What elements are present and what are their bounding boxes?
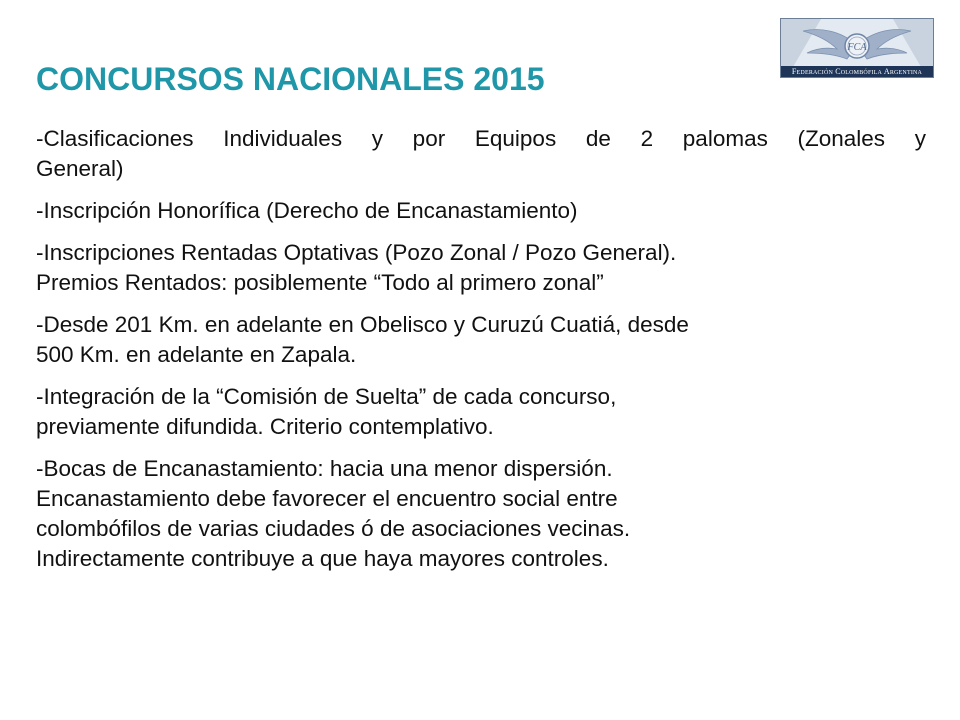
bullet-line: -Inscripción Honorífica (Derecho de Encanastamiento) <box>36 198 578 223</box>
bullet-line: -Desde 201 Km. en adelante en Obelisco y Curuzú Cuatiá, desde <box>36 312 689 337</box>
bullet-list <box>36 124 926 586</box>
bullet-clasificaciones <box>36 124 926 184</box>
bullet-line: 500 Km. en adelante en Zapala. <box>36 342 357 367</box>
bullet-inscripciones-rentadas <box>36 238 926 298</box>
federation-logo <box>780 18 934 78</box>
bullet-line: Encanastamiento debe favorecer el encuentro social entre <box>36 486 618 511</box>
emblem-letters: FCA <box>847 42 867 53</box>
slide-title: CONCURSOS NACIONALES 2015 <box>36 61 545 97</box>
bullet-line: Indirectamente contribuye a que haya mayores controles. <box>36 546 609 571</box>
bullet-line: -Clasificaciones Individuales y por Equipos de 2 palomas (Zonales y <box>36 126 926 151</box>
bullet-inscripcion-honorifica <box>36 196 926 226</box>
winged-emblem-icon <box>781 19 933 67</box>
bullet-distancias <box>36 310 926 370</box>
bullet-bocas-encanastamiento <box>36 454 926 574</box>
bullet-line: -Bocas de Encanastamiento: hacia una menor dispersión. <box>36 456 613 481</box>
federation-name: Federación Colombófila Argentina <box>781 66 933 77</box>
bullet-line: -Integración de la “Comisión de Suelta” de cada concurso, <box>36 384 617 409</box>
bullet-line: -Inscripciones Rentadas Optativas (Pozo Zonal / Pozo General). <box>36 240 677 265</box>
bullet-line: General) <box>36 156 124 181</box>
bullet-line: previamente difundida. Criterio contemplativo. <box>36 414 494 439</box>
bullet-line: colombófilos de varias ciudades ó de asociaciones vecinas. <box>36 516 631 541</box>
bullet-line: Premios Rentados: posiblemente “Todo al primero zonal” <box>36 270 604 295</box>
bullet-comision-suelta <box>36 382 926 442</box>
